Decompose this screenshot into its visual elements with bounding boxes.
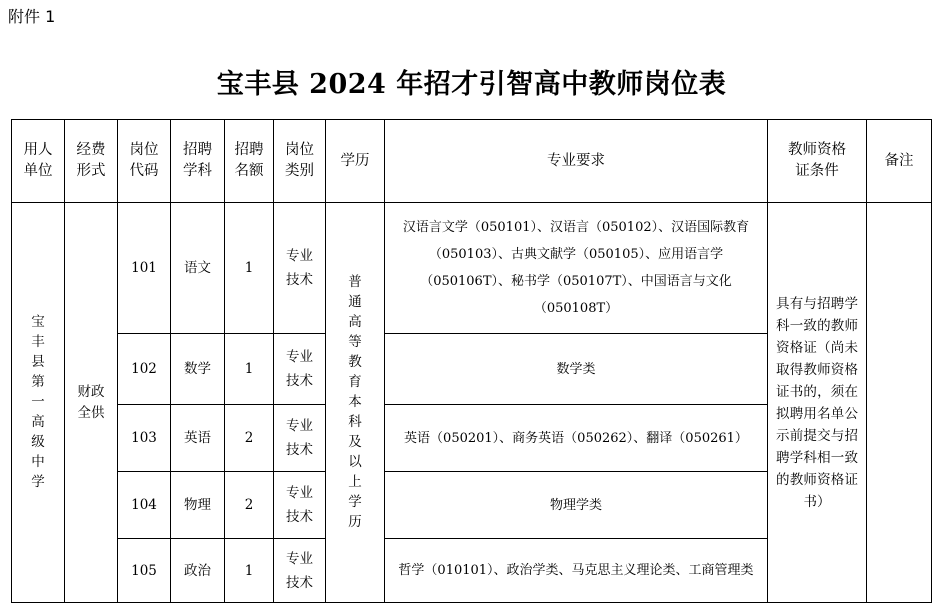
- major-cell: 物理学类: [385, 472, 768, 539]
- major-cell: 汉语言文学（050101）、汉语言（050102）、汉语国际教育（050103）、古典文献学（050105）、应用语言学（050106T）、秘书学（050107T）、中国语言与文化（050108T）: [385, 203, 768, 334]
- post-code-cell: 104: [118, 472, 171, 539]
- attachment-label: 附件 1: [8, 7, 56, 26]
- post-code-cell: 103: [118, 405, 171, 472]
- subject-cell: 政治: [171, 539, 225, 603]
- table-row: [12, 203, 932, 334]
- funding-cell: 财政全供: [65, 203, 118, 603]
- subject-cell: 英语: [171, 405, 225, 472]
- header-major-requirement: 专业要求: [385, 120, 768, 203]
- subject-cell: 数学: [171, 334, 225, 405]
- header-quota: 招聘名额: [225, 120, 274, 203]
- remarks-cell: [867, 203, 932, 603]
- subject-cell: 物理: [171, 472, 225, 539]
- major-cell: 英语（050201）、商务英语（050262）、翻译（050261）: [385, 405, 768, 472]
- post-code-cell: 105: [118, 539, 171, 603]
- post-type-cell: 专业技术: [274, 405, 326, 472]
- post-type-cell: 专业技术: [274, 472, 326, 539]
- post-type-cell: 专业技术: [274, 539, 326, 603]
- education-cell: 普通高等教育本科及以上学历: [326, 203, 385, 603]
- quota-cell: 1: [225, 203, 274, 334]
- table-header-row: [12, 120, 932, 203]
- header-remarks: 备注: [867, 120, 932, 203]
- subject-cell: 语文: [171, 203, 225, 334]
- header-post-code: 岗位代码: [118, 120, 171, 203]
- header-employer: 用人单位: [12, 120, 65, 203]
- post-code-cell: 102: [118, 334, 171, 405]
- major-cell: 哲学（010101）、政治学类、马克思主义理论类、工商管理类: [385, 539, 768, 603]
- page-title: 宝丰县 2024 年招才引智高中教师岗位表: [216, 69, 727, 100]
- quota-cell: 2: [225, 405, 274, 472]
- header-subject: 招聘学科: [171, 120, 225, 203]
- positions-table: [11, 119, 932, 603]
- employer-cell: 宝丰县第一高级中学: [12, 203, 65, 603]
- major-cell: 数学类: [385, 334, 768, 405]
- post-type-cell: 专业技术: [274, 203, 326, 334]
- header-post-type: 岗位类别: [274, 120, 326, 203]
- quota-cell: 2: [225, 472, 274, 539]
- post-type-cell: 专业技术: [274, 334, 326, 405]
- header-education: 学历: [326, 120, 385, 203]
- certificate-cell: 具有与招聘学科一致的教师资格证（尚未取得教师资格证书的，须在拟聘用名单公示前提交与招聘学科相一致的教师资格证书）: [768, 203, 867, 603]
- post-code-cell: 101: [118, 203, 171, 334]
- header-certificate-requirement: 教师资格证条件: [768, 120, 867, 203]
- quota-cell: 1: [225, 334, 274, 405]
- header-funding: 经费形式: [65, 120, 118, 203]
- quota-cell: 1: [225, 539, 274, 603]
